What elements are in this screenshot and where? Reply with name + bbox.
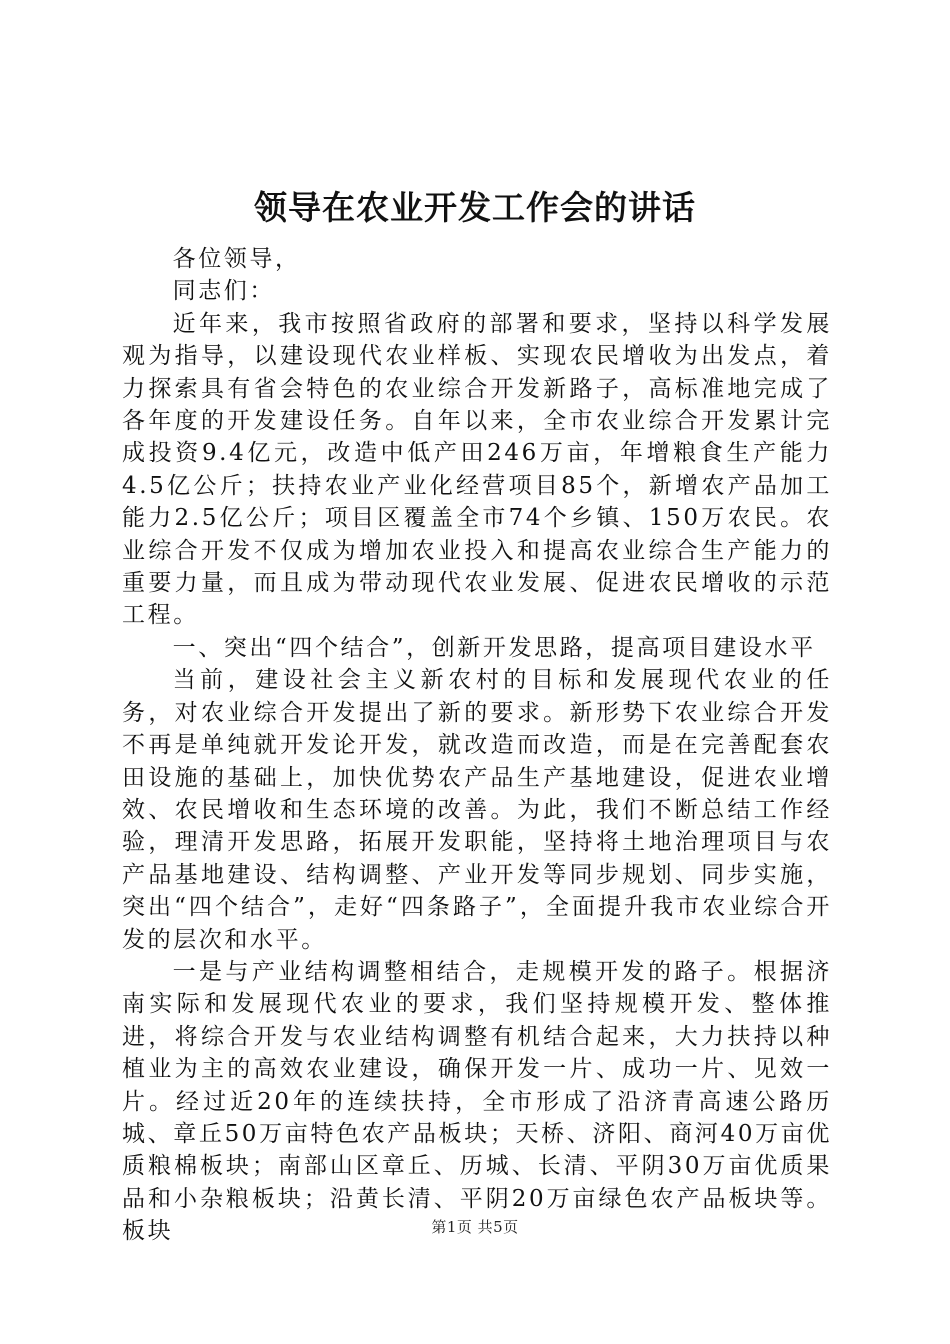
section-heading-one: 一、突出“四个结合”，创新开发思路，提高项目建设水平 — [172, 634, 816, 661]
salutation-leaders: 各位领导， — [172, 246, 301, 272]
document-title: 领导在农业开发工作会的讲话 — [254, 188, 696, 227]
document-body — [122, 243, 832, 1248]
paragraph-point-one: 一是与产业结构调整相结合，走规模开发的路子。根据济南实际和发展现代农业的要求，我们坚持规模开发、整体推进，将综合开发与农业结构调整有机结合起来，大力扶持以种植业为主的高效农业建设，确保开发一片、成功一片、见效一片。经过近20年的连续扶持，全市形成了沿济青高速公路历城、章丘50万亩特色农产品板块；天桥、济阳、商河40万亩优质粮棉板块；南部山区章丘、历城、长清、平阴30万亩优质果品和小杂粮板块；沿黄长清、平阴20万亩绿色农产品板块等。板块 — [122, 958, 832, 1245]
salutation-comrades: 同志们： — [172, 278, 275, 305]
page-number-footer: 第1页 共5页 — [431, 1218, 519, 1236]
paragraph-current-situation: 当前，建设社会主义新农村的目标和发展现代农业的任务，对农业综合开发提出了新的要求。新形势下农业综合开发不再是单纯就开发论开发，就改造而改造，而是在完善配套农田设施的基础上，加快优势农产品生产基地建设，促进农业增效、农民增收和生态环境的改善。为此，我们不断总结工作经验，理清开发思路，拓展开发职能，坚持将土地治理项目与农产品基地建设、结构调整、产业开发等同步规划、同步实施，突出“四个结合”，走好“四条路子”，全面提升我市农业综合开发的层次和水平。 — [122, 667, 832, 953]
paragraph-intro: 近年来，我市按照省政府的部署和要求，坚持以科学发展观为指导，以建设现代农业样板、实现农民增收为出发点，着力探索具有省会特色的农业综合开发新路子，高标准地完成了各年度的开发建设任务。自年以来，全市农业综合开发累计完成投资9.4亿元，改造中低产田246万亩，年增粮食生产能力4.5亿公斤；扶持农业产业化经营项目85个，新增农产品加工能力2.5亿公斤；项目区覆盖全市74个乡镇、150万农民。农业综合开发不仅成为增加农业投入和提高农业综合生产能力的重要力量，而且成为带动现代农业发展、促进农民增收的示范工程。 — [122, 310, 832, 629]
